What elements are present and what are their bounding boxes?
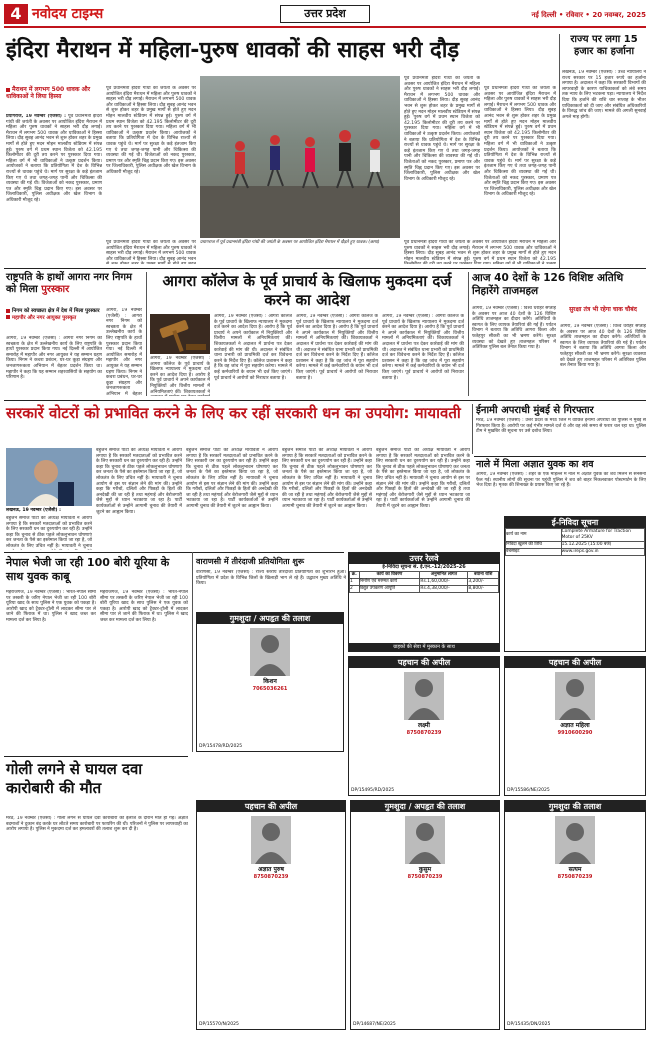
person-name: सत्यम: [568, 866, 582, 873]
notice-phone: 9910600290: [557, 730, 593, 736]
taj-body: आगरा, 19 नवम्बर (एजेंसी) : विश्व धरोहर सप्ताह के अवसर पर आज 40 देशों के 126 विशिष्ट अतिथि ताजमहल का दीदार करेंगे। अतिथियों के स्वागत के लिए व्यापक तैयारियां की गई हैं। पर्यटन विभाग ने बताया कि अतिथि आगरा किला और फतेहपुर सीकरी का भी भ्रमण करेंगे। सुरक्षा व्यवस्था को देखते हुए ताजमहल परिसर में अतिरिक्त पुलिस बल तैनात किया गया है।: [472, 306, 556, 351]
section-title: उत्तर प्रदेश: [280, 5, 370, 23]
person-icon: [405, 816, 445, 864]
notice-phone: 8750870239: [253, 874, 289, 880]
marathon-body-text-3: पूर्व प्रधानमंत्री इंदिरा गांधी की जयंती के अवसर पर आयोजित इंदिरा मैराथन में महिला और पुरुष धावकों ने साहस भरी दौड़ लगाई। मैराथन में लगभग 500 धावक और धाविकाओं ने हिस्सा लिया। दौड़ सुबह आनंद भवन से शुरू होकर शहर के प्रमुख मार्गों से होते हुए मदन मोहन मालवीय स्टेडियम में संपन्न हुई। पुरुष वर्ग में प्रथम स्थान विजेता को 42.195 किलोमीटर की दूरी तय करने पर पुरस्कार दिया गया। महिला वर्ग में भी धाविकाओं ने उत्कृष्ट प्रदर्शन किया। आयोजकों ने बताया कि प्रतियोगिता में देश के विभिन्न राज्यों से धावक पहुंचे थे। मार्ग पर सुरक्षा के कड़े इंतजाम किए गए थे तथा जगह-जगह पानी और चिकित्सा की व्यवस्था की गई थी। विजेताओं को नकद पुरस्कार, प्रमाण पत्र और स्मृति चिह्न प्रदान किए गए। इस अवसर पर जिलाधिकारी, पुलिस अधीक्षक और खेल विभाग के अधिकारी मौजूद रहे।: [404, 76, 480, 182]
table-cell: 15.12.2025 (15:00 बजे): [561, 542, 644, 549]
agra-nagar-headline-part1: राष्ट्रपति के हाथों आगरा नगर निगम को मिला: [6, 272, 133, 295]
table-row: [350, 572, 499, 579]
police-notice: [196, 612, 344, 752]
marathon-body-bottom: [106, 240, 196, 264]
notice-title: गुमशुदा / अपहृत की तलाश: [351, 801, 499, 812]
tender-ad: [348, 552, 500, 652]
portrait-illustration: [6, 448, 92, 506]
notice-id: DP/15435/DN/2025: [507, 1022, 551, 1027]
bullet-icon: [6, 88, 10, 92]
table-cell: कार्य का नाम: [506, 529, 562, 542]
mayawati-headline: सरकारें वोटरों को प्रभावित करने के लिए कर रहीं सरकारी धन का उपयोग: मायावती: [6, 404, 461, 422]
table-header: बयाना राशि: [468, 572, 499, 579]
person-name: कुसुम: [418, 866, 432, 873]
nepal-headline: नेपाल भेजी जा रही 100 बोरी यूरिया के साथ युवक काबू: [6, 556, 170, 583]
table-cell: Rs.4,38,000/-: [420, 586, 468, 593]
mayawati-caption: लखनऊ, 19 नवम्बर (एजेंसी) :: [6, 508, 61, 513]
taj-body-col2: आगरा, 19 नवम्बर (एजेंसी) : विश्व धरोहर सप्ताह के अवसर पर आज 40 देशों के 126 विशिष्ट अतिथि ताजमहल का दीदार करेंगे। अतिथियों के स्वागत के लिए व्यापक तैयारियां की गई हैं। पर्यटन विभाग ने बताया कि अतिथि आगरा किला और फतेहपुर सीकरी का भी भ्रमण करेंगे। सुरक्षा व्यवस्था को देखते हुए ताजमहल परिसर में अतिरिक्त पुलिस बल तैनात किया गया है।: [560, 324, 646, 369]
table-cell: 8,800/-: [468, 586, 499, 593]
person-icon: [555, 672, 595, 720]
marathon-body-bottom2: [404, 240, 556, 264]
right-ad-table: [505, 528, 645, 556]
mayawati-body-col2: बहुजन समाज पार्टी की अध्यक्ष मायावती ने आरोप लगाया है कि सरकारें मतदाताओं को प्रभावित करने के लिए सरकारी धन का दुरुपयोग कर रही हैं। उन्होंने कहा कि चुनाव से ठीक पहले लोकलुभावन घोषणाएं कर जनता के पैसे का इस्तेमाल किया जा रहा है, जो लोकतंत्र के लिए उचित नहीं है। मायावती ने चुनाव आयोग से इस पर संज्ञान लेने की मांग की। उन्होंने कहा कि गरीबों, दलितों और पिछड़ों के हितों की अनदेखी की जा रही है तथा महंगाई और बेरोजगारी जैसे मुद्दों से ध्यान भटकाया जा रहा है। पार्टी कार्यकर्ताओं से उन्होंने आगामी चुनाव की तैयारी में जुटने का आह्वान किया।: [96, 448, 182, 515]
marathon-photo-caption: प्रयागराज में पूर्व प्रधानमंत्री इंदिरा गांधी की जयंती के अवसर पर आयोजित इंदिरा मैराथन में दौड़ते हुए धावक। (छाया): [200, 240, 380, 245]
notice-phone: 8750870239: [406, 730, 442, 736]
police-notice: [504, 800, 646, 1030]
bullet-icon: [6, 315, 10, 319]
masthead: [0, 0, 650, 28]
notice-id: DP/14687/NE/2025: [353, 1022, 396, 1027]
tender-title: उत्तर रेलवे: [349, 553, 499, 564]
runners-illustration: [200, 76, 400, 238]
table-cell: वेबसाइट: [506, 549, 562, 556]
marathon-headline: इंदिरा मैराथन में महिला-पुरुष धावकों की साहस भरी दौड़: [6, 38, 460, 63]
agra-nagar-headline: [6, 272, 142, 306]
agra-nagar-bullets: [6, 308, 102, 334]
mumbai-body: मेरठ, 19 नवम्बर (एजेंसी) : उत्तर प्रदेश के मेरठ जिले में वांछित ईनामी अपराधी को पुलिस ने मुंबई से गिरफ्तार किया है। आरोपी पर कई गंभीर मामले दर्ज थे और वह लंबे समय से फरार चल रहा था। पुलिस टीम ने मुखबिर की सूचना पर उसे दबोच लिया।: [476, 418, 646, 435]
mayawati-body: बहुजन समाज पार्टी की अध्यक्ष मायावती ने आरोप लगाया है कि सरकारें मतदाताओं को प्रभावित करने के लिए सरकारी धन का दुरुपयोग कर रही हैं। उन्होंने कहा कि चुनाव से ठीक पहले लोकलुभावन घोषणाएं कर जनता के पैसे का इस्तेमाल किया जा रहा है, जो लोकतंत्र के लिए उचित नहीं है। मायावती ने चुनाव: [6, 516, 92, 549]
marathon-photo: [200, 76, 400, 238]
person-name: किशन: [263, 678, 277, 685]
marathon-body-text-2: पूर्व प्रधानमंत्री इंदिरा गांधी की जयंती के अवसर पर आयोजित इंदिरा मैराथन में महिला और पुरुष धावकों ने साहस भरी दौड़ लगाई। मैराथन में लगभग 500 धावक और धाविकाओं ने हिस्सा लिया। दौड़ सुबह आनंद भवन से शुरू होकर शहर के प्रमुख मार्गों से होते हुए मदन मोहन मालवीय स्टेडियम में संपन्न हुई। पुरुष वर्ग में प्रथम स्थान विजेता को 42.195 किलोमीटर की दूरी तय करने पर पुरस्कार दिया गया। महिला वर्ग में भी धाविकाओं ने उत्कृष्ट प्रदर्शन किया। आयोजकों ने बताया कि प्रतियोगिता में देश के विभिन्न राज्यों से धावक पहुंचे थे। मार्ग पर सुरक्षा के कड़े इंतजाम किए गए थे तथा जगह-जगह पानी और चिकित्सा की व्यवस्था की गई थी। विजेताओं को नकद पुरस्कार, प्रमाण पत्र और स्मृति चिह्न प्रदान किए गए। इस अवसर पर जिलाधिकारी, पुलिस अधीक्षक और खेल विभाग के अधिकारी मौजूद रहे।: [106, 86, 196, 175]
person-name: लक्ष्मी: [418, 722, 430, 729]
agra-college-body-col3: आगरा, 19 नवम्बर (एजेंसी) : आगरा कॉलेज के पूर्व प्राचार्य के खिलाफ न्यायालय ने मुकदमा दर्ज करने का आदेश दिया है। आरोप है कि पूर्व प्राचार्य ने अपने कार्यकाल में नियुक्तियों और वित्तीय मामलों में अनियमितताएं कीं। शिकायतकर्ता ने अदालत में प्रार्थना पत्र देकर कार्रवाई की मांग की थी। अदालत ने संबंधित थाना प्रभारी को प्राथमिकी दर्ज कर विवेचना करने के निर्देश दिए हैं। कॉलेज प्रशासन ने कहा है कि वह जांच में पूरा सहयोग करेगा। मामले में कई कर्मचारियों के बयान भी दर्ज किए जाएंगे। पूर्व प्राचार्य ने आरोपों को निराधार बताया है।: [296, 314, 378, 381]
table-row: [350, 586, 499, 593]
marathon-body-col3: [404, 76, 480, 236]
page-number: 4: [4, 4, 28, 24]
marathon-body-text-6: पूर्व प्रधानमंत्री इंदिरा गांधी की जयंती के अवसर पर आयोजित इंदिरा मैराथन में महिला और पुरुष धावकों ने साहस भरी दौड़ लगाई। मैराथन में लगभग 500 धावक और धाविकाओं ने हिस्सा लिया। दौड़ सुबह आनंद भवन से शुरू होकर शहर के प्रमुख मार्गों से होते हुए मदन मोहन मालवीय स्टेडियम में संपन्न हुई। पुरुष वर्ग में प्रथम स्थान विजेता को 42.195: [404, 240, 556, 262]
marathon-body-col4: [484, 86, 556, 236]
agra-college-body: आगरा, 19 नवम्बर (एजेंसी) : आगरा कॉलेज के पूर्व प्राचार्य के खिलाफ न्यायालय ने मुकदमा दर्ज करने का आदेश दिया है। आरोप है कि पूर्व प्राचार्य ने अपने कार्यकाल में नियुक्तियों और वित्तीय मामलों में अनियमितताएं कीं। शिकायतकर्ता ने अदालत में प्रार्थना पत्र देकर कार्रवाई की मांग की थी। अदालत ने संबंधित थाना प्रभारी को प्राथमिकी दर्ज कर विवेचना करने के निर्देश दिए हैं। कॉलेज प्रशासन ने कहा है कि वह जांच में पूरा सहयोग करेगा। मामले में कई कर्मचारियों के बयान भी दर्ज किए जाएंगे। पूर्व प्राचार्य ने आरोपों को निराधार बताया है।: [214, 314, 292, 381]
table-row: [350, 579, 499, 586]
right-tender-ad: [504, 516, 646, 652]
notice-id: DP/15495/RD/2025: [351, 788, 395, 793]
table-header: अनुमानित लागत: [420, 572, 468, 579]
person-icon: [404, 672, 444, 720]
marathon-body-text-5: पूर्व प्रधानमंत्री इंदिरा गांधी की जयंती के अवसर पर आयोजित इंदिरा मैराथन में महिला और पुरुष धावकों ने साहस भरी दौड़ लगाई। मैराथन में लगभग 500 धावक और धाविकाओं ने हिस्सा लिया। दौड़ सुबह आनंद भवन: [106, 240, 196, 262]
shooting-body: मेरठ, 19 नवम्बर (एजेंसी) : गोली लगने से घायल दवा कारोबारी की इलाज के दौरान मौत हो गई। अज्ञात बदमाशों ने दुकान बंद करके घर लौटते समय कारोबारी पर फायरिंग की थी। परिजनों ने पुलिस पर लापरवाही का आरोप लगाया है। पुलिस ने मुकदमा दर्ज कर हमलावरों की तलाश शुरू कर दी है।: [6, 816, 188, 833]
police-notice: [350, 800, 500, 1030]
marathon-body-col2: [106, 86, 196, 236]
person-icon: [555, 816, 595, 864]
agra-bullet-2: महापौर और नगर आयुक्त पुरस्कृत: [12, 314, 77, 321]
table-header: क्र.: [350, 572, 360, 579]
person-name: अज्ञात पुरुष: [258, 866, 284, 873]
marathon-body-text-4: पूर्व प्रधानमंत्री इंदिरा गांधी की जयंती के अवसर पर आयोजित इंदिरा मैराथन में महिला और पुरुष धावकों ने साहस भरी दौड़ लगाई। मैराथन में लगभग 500 धावक और धाविकाओं ने हिस्सा लिया। दौड़ सुबह आनंद भवन से शुरू होकर शहर के प्रमुख मार्गों से होते हुए मदन मोहन मालवीय स्टेडियम में संपन्न हुई। पुरुष वर्ग में प्रथम स्थान विजेता को 42.195 किलोमीटर की दूरी तय करने पर पुरस्कार दिया गया। महिला वर्ग में भी धाविकाओं ने उत्कृष्ट प्रदर्शन किया। आयोजकों ने बताया कि प्रतियोगिता में देश के विभिन्न राज्यों से धावक पहुंचे थे। मार्ग पर सुरक्षा के कड़े इंतजाम किए गए थे तथा जगह-जगह पानी और चिकित्सा की व्यवस्था की गई थी। विजेताओं को नकद पुरस्कार, प्रमाण पत्र और स्मृति चिह्न प्रदान किए गए। इस अवसर पर जिलाधिकारी, पुलिस अधीक्षक और खेल विभाग के अधिकारी मौजूद रहे।: [484, 86, 556, 198]
notice-id: DP/15586/NE/2025: [507, 788, 550, 793]
nepal-body-col2: महराजगंज, 19 नवम्बर (एजेंसी) : भारत-नेपाल सीमा पर तस्करी के जरिए नेपाल भेजी जा रही 100 बोरी यूरिया खाद के साथ पुलिस ने एक युवक को पकड़ा है। आरोपी खाद को ट्रैक्टर-ट्रॉली में लादकर सीमा पार ले जाने की फिराक में था। पुलिस ने खाद जब्त कर मामला दर्ज कर लिया है।: [100, 590, 188, 623]
notice-title: पहचान की अपील: [349, 657, 499, 668]
police-notice: [196, 800, 346, 1030]
person-photo: [555, 672, 595, 720]
agra-nagar-body-col2: आगरा, 19 नवम्बर (एजेंसी) : आगरा नगर निगम को स्वच्छता के क्षेत्र में उल्लेखनीय कार्य के लिए राष्ट्रपति के हाथों पुरस्कार प्रदान किया गया। नई दिल्ली में आयोजित समारोह में महापौर और नगर आयुक्त ने यह सम्मान ग्रहण किया। निगम ने कचरा प्रबंधन, घर-घर कूड़ा संग्रहण और जनजागरूकता अभियान में बेहतर: [106, 308, 142, 396]
bullet-icon: [6, 309, 10, 313]
mayawati-body-col4: बहुजन समाज पार्टी की अध्यक्ष मायावती ने आरोप लगाया है कि सरकारें मतदाताओं को प्रभावित करने के लिए सरकारी धन का दुरुपयोग कर रही हैं। उन्होंने कहा कि चुनाव से ठीक पहले लोकलुभावन घोषणाएं कर जनता के पैसे का इस्तेमाल किया जा रहा है, जो लोकतंत्र के लिए उचित नहीं है। मायावती ने चुनाव आयोग से इस पर संज्ञान लेने की मांग की। उन्होंने कहा कि गरीबों, दलितों और पिछड़ों के हितों की अनदेखी की जा रही है तथा महंगाई और बेरोजगारी जैसे मुद्दों से ध्यान भटकाया जा रहा है। पार्टी कार्यकर्ताओं से उन्होंने आगामी चुनाव की तैयारी में जुटने का आह्वान किया।: [282, 448, 372, 509]
notice-title: पहचान की अपील: [505, 657, 645, 668]
drain-headline: नाले में मिला अज्ञात युवक का शव: [476, 459, 594, 470]
table-row: [506, 542, 645, 549]
person-name: अज्ञात महिला: [560, 722, 590, 729]
notice-phone: 8750870239: [407, 874, 443, 880]
drain-body: आगरा, 19 नवम्बर (एजेंसी) : शहर के एक मोहल्ले में नाले में अज्ञात युवक का शव मिलने से सनसनी फैल गई। स्थानीय लोगों की सूचना पर पहुंची पुलिस ने शव को बाहर निकलवाकर पोस्टमार्टम के लिए भेज दिया है। मृतक की शिनाख्त के प्रयास किए जा रहे हैं।: [476, 472, 646, 489]
table-cell: निर्माण एवं मरम्मत कार्य: [359, 579, 420, 586]
agra-college-body-col4: आगरा, 19 नवम्बर (एजेंसी) : आगरा कॉलेज के पूर्व प्राचार्य के खिलाफ न्यायालय ने मुकदमा दर्ज करने का आदेश दिया है। आरोप है कि पूर्व प्राचार्य ने अपने कार्यकाल में नियुक्तियों और वित्तीय मामलों में अनियमितताएं कीं। शिकायतकर्ता ने अदालत में प्रार्थना पत्र देकर कार्रवाई की मांग की थी। अदालत ने संबंधित थाना प्रभारी को प्राथमिकी दर्ज कर विवेचना करने के निर्देश दिए हैं। कॉलेज प्रशासन ने कहा है कि वह जांच में पूरा सहयोग करेगा। मामले में कई कर्मचारियों के बयान भी दर्ज किए जाएंगे। पूर्व प्राचार्य ने आरोपों को निराधार बताया है।: [382, 314, 464, 381]
mayawati-photo: [6, 448, 92, 506]
person-icon: [250, 628, 290, 676]
tender-notice-no: ई-निविदा सूचना सं. ई.एन.-12/2025-26: [382, 564, 466, 570]
table-cell: 3,200/-: [468, 579, 499, 586]
notice-phone: 8750870239: [557, 874, 593, 880]
notice-title: गुमशुदा / अपहृत की तलाश: [197, 613, 343, 624]
marathon-dateline: प्रयागराज, 19 नवम्बर (एजेंसी) :: [6, 114, 66, 119]
tender-footer: ग्राहकों की सेवा में मुस्कान के साथ: [349, 643, 499, 651]
list-item: [6, 315, 102, 322]
table-row: [506, 549, 645, 556]
table-cell: विद्युत उपकरण आपूर्ति: [359, 586, 420, 593]
notice-phone: 7065036261: [252, 686, 288, 692]
marathon-bullet-text: मैराथन में लगभग 500 धावक और धाविकाओं ने लिया हिस्सा: [6, 86, 91, 100]
table-row: [506, 529, 645, 542]
mayawati-body-col3: बहुजन समाज पार्टी की अध्यक्ष मायावती ने आरोप लगाया है कि सरकारें मतदाताओं को प्रभावित करने के लिए सरकारी धन का दुरुपयोग कर रही हैं। उन्होंने कहा कि चुनाव से ठीक पहले लोकलुभावन घोषणाएं कर जनता के पैसे का इस्तेमाल किया जा रहा है, जो लोकतंत्र के लिए उचित नहीं है। मायावती ने चुनाव आयोग से इस पर संज्ञान लेने की मांग की। उन्होंने कहा कि गरीबों, दलितों और पिछड़ों के हितों की अनदेखी की जा रही है तथा महंगाई और बेरोजगारी जैसे मुद्दों से ध्यान भटकाया जा रहा है। पार्टी कार्यकर्ताओं से उन्होंने आगामी चुनाव की तैयारी में जुटने का आह्वान किया।: [186, 448, 278, 509]
police-notice: [348, 656, 500, 796]
table-cell: 2: [350, 586, 360, 593]
table-cell: निविदा खुलने की तिथि: [506, 542, 562, 549]
agra-nagar-body: आगरा, 19 नवम्बर (एजेंसी) : आगरा नगर निगम को स्वच्छता के क्षेत्र में उल्लेखनीय कार्य के लिए राष्ट्रपति के हाथों पुरस्कार प्रदान किया गया। नई दिल्ली में आयोजित समारोह में महापौर और नगर आयुक्त ने यह सम्मान ग्रहण किया। निगम ने कचरा प्रबंधन, घर-घर कूड़ा संग्रहण और जनजागरूकता अभियान में बेहतर प्रदर्शन किया था। महापौर ने कहा कि यह सम्मान शहरवासियों के सहयोग का परिणाम है।: [6, 336, 102, 381]
mayawati-body-col5: बहुजन समाज पार्टी की अध्यक्ष मायावती ने आरोप लगाया है कि सरकारें मतदाताओं को प्रभावित करने के लिए सरकारी धन का दुरुपयोग कर रही हैं। उन्होंने कहा कि चुनाव से ठीक पहले लोकलुभावन घोषणाएं कर जनता के पैसे का इस्तेमाल किया जा रहा है, जो लोकतंत्र के लिए उचित नहीं है। मायावती ने चुनाव आयोग से इस पर संज्ञान लेने की मांग की। उन्होंने कहा कि गरीबों, दलितों और पिछड़ों के हितों की अनदेखी की जा रही है तथा महंगाई और बेरोजगारी जैसे मुद्दों से ध्यान भटकाया जा रहा है। पार्टी कार्यकर्ताओं से उन्होंने आगामी चुनाव की तैयारी में जुटने का आह्वान किया।: [376, 448, 470, 509]
taj-subhead: सुरक्षा तंत्र भी रहेगा चाक चौबंद: [569, 306, 637, 313]
paper-name: नवोदय टाइम्स: [32, 6, 104, 22]
sidebar-top-headline: राज्य पर लगा 15 हजार का हर्जाना: [570, 34, 638, 57]
tender-table: [349, 571, 499, 593]
marathon-body-text: पूर्व प्रधानमंत्री इंदिरा गांधी की जयंती के अवसर पर आयोजित इंदिरा मैराथन में महिला और पुरुष धावकों ने साहस भरी दौड़ लगाई। मैराथन में लगभग 500 धावक और धाविकाओं ने हिस्सा लिया। दौड़ सुबह आनंद भवन से शुरू होकर शहर के प्रमुख मार्गों से होते हुए मदन मोहन मालवीय स्टेडियम में संपन्न हुई। पुरुष वर्ग में प्रथम स्थान विजेता को 42.195 किलोमीटर की दूरी तय करने पर पुरस्कार दिया गया। महिला वर्ग में भी धाविकाओं ने उत्कृष्ट प्रदर्शन किया। आयोजकों ने बताया कि प्रतियोगिता में देश के विभिन्न राज्यों से धावक पहुंचे थे। मार्ग पर सुरक्षा के कड़े इंतजाम किए गए थे तथा जगह-जगह पानी और चिकित्सा की व्यवस्था की गई थी। विजेताओं को नकद पुरस्कार, प्रमाण पत्र और स्मृति चिह्न प्रदान किए गए। इस अवसर पर जिलाधिकारी, पुलिस अधीक्षक और खेल विभाग के अधिकारी मौजूद रहे।: [6, 114, 102, 203]
agra-nagar-headline-part2: पुरस्कार: [41, 284, 70, 295]
shooting-headline: गोली लगने से घायल दवा कारोबारी की मौत: [6, 760, 143, 797]
notice-title: गुमशुदा की तलाश: [505, 801, 645, 812]
notice-id: DP/15570/N/2025: [199, 1022, 239, 1027]
right-ad-title: ई-निविदा सूचना: [505, 517, 645, 528]
person-photo: [250, 628, 290, 676]
table-header: कार्य का विवरण: [359, 572, 420, 579]
table-cell: 1: [350, 579, 360, 586]
table-cell: Rs.1,60,000/-: [420, 579, 468, 586]
agra-college-body-col2: आगरा, 19 नवम्बर (एजेंसी) : आगरा कॉलेज के पूर्व प्राचार्य के खिलाफ न्यायालय ने मुकदमा दर्ज करने का आदेश दिया है। आरोप है कि पूर्व प्राचार्य ने अपने कार्यकाल में नियुक्तियों और वित्तीय मामलों में अनियमितताएं कीं। शिकायतकर्ता ने: [150, 356, 210, 395]
gavel-icon: [150, 314, 210, 354]
taj-headline: आज 40 देशों के 126 विशिष्ट अतिथि निहारेंगे ताजमहल: [472, 272, 624, 297]
person-photo: [251, 816, 291, 864]
nepal-body: महराजगंज, 19 नवम्बर (एजेंसी) : भारत-नेपाल सीमा पर तस्करी के जरिए नेपाल भेजी जा रही 100 बोरी यूरिया खाद के साथ पुलिस ने एक युवक को पकड़ा है। आरोपी खाद को ट्रैक्टर-ट्रॉली में लादकर सीमा पार ले जाने की फिराक में था। पुलिस ने खाद जब्त कर मामला दर्ज कर लिया है।: [6, 590, 96, 623]
sidebar-top-body: लखनऊ, 19 नवम्बर (एजेंसी) : उच्च न्यायालय ने राज्य सरकार पर 15 हजार रुपये का हर्जाना लगाया है। अदालत ने कहा कि सरकारी विभागों की लापरवाही के कारण याचिकाकर्ता को लंबे समय तक न्याय के लिए भटकना पड़ा। न्यायालय ने निर्देश दिया कि हर्जाने की राशि चार सप्ताह के भीतर याचिकाकर्ता को दी जाए और संबंधित अधिकारियों के विरुद्ध जांच की जाए। मामले की अगली सुनवाई अगले माह होगी।: [562, 70, 646, 120]
date-line: नई दिल्ली • रविवार • 20 नवम्बर, 2025: [531, 11, 646, 19]
agra-bullet-1: निगम को स्वच्छता क्षेत्र में देश में मिला पुरस्कार: [12, 308, 100, 314]
gavel-photo: [150, 314, 210, 354]
person-photo: [404, 672, 444, 720]
person-photo: [405, 816, 445, 864]
table-cell: www.ireps.gov.in: [561, 549, 644, 556]
police-notice: [504, 656, 646, 796]
varanasi-body: वाराणसी, 19 नवम्बर (एजेंसी) : राज्य स्तरीय तीरंदाजी प्रतियोगिता का शुभारंभ हुआ। प्रतियोगिता में प्रदेश के विभिन्न जिलों के खिलाड़ी भाग ले रहे हैं। उद्घाटन मुख्य अतिथि ने किया।: [196, 570, 346, 587]
varanasi-headline: वाराणसी में तीरंदाजी प्रतियोगिता शुरू: [196, 557, 305, 566]
mumbai-headline: ईनामी अपराधी मुंबई से गिरफ्तार: [476, 405, 594, 416]
marathon-bullet: [6, 86, 102, 110]
notice-id: DP/15478/RD/2025: [199, 744, 243, 749]
notice-title: पहचान की अपील: [197, 801, 345, 812]
person-photo: [555, 816, 595, 864]
agra-college-headline: आगरा कॉलेज के पूर्व प्राचार्य के खिलाफ मुकदमा दर्ज करने का आदेश: [162, 272, 452, 309]
person-icon: [251, 816, 291, 864]
table-cell: Complete Armature for Traction Motor of 25KV: [561, 529, 644, 542]
